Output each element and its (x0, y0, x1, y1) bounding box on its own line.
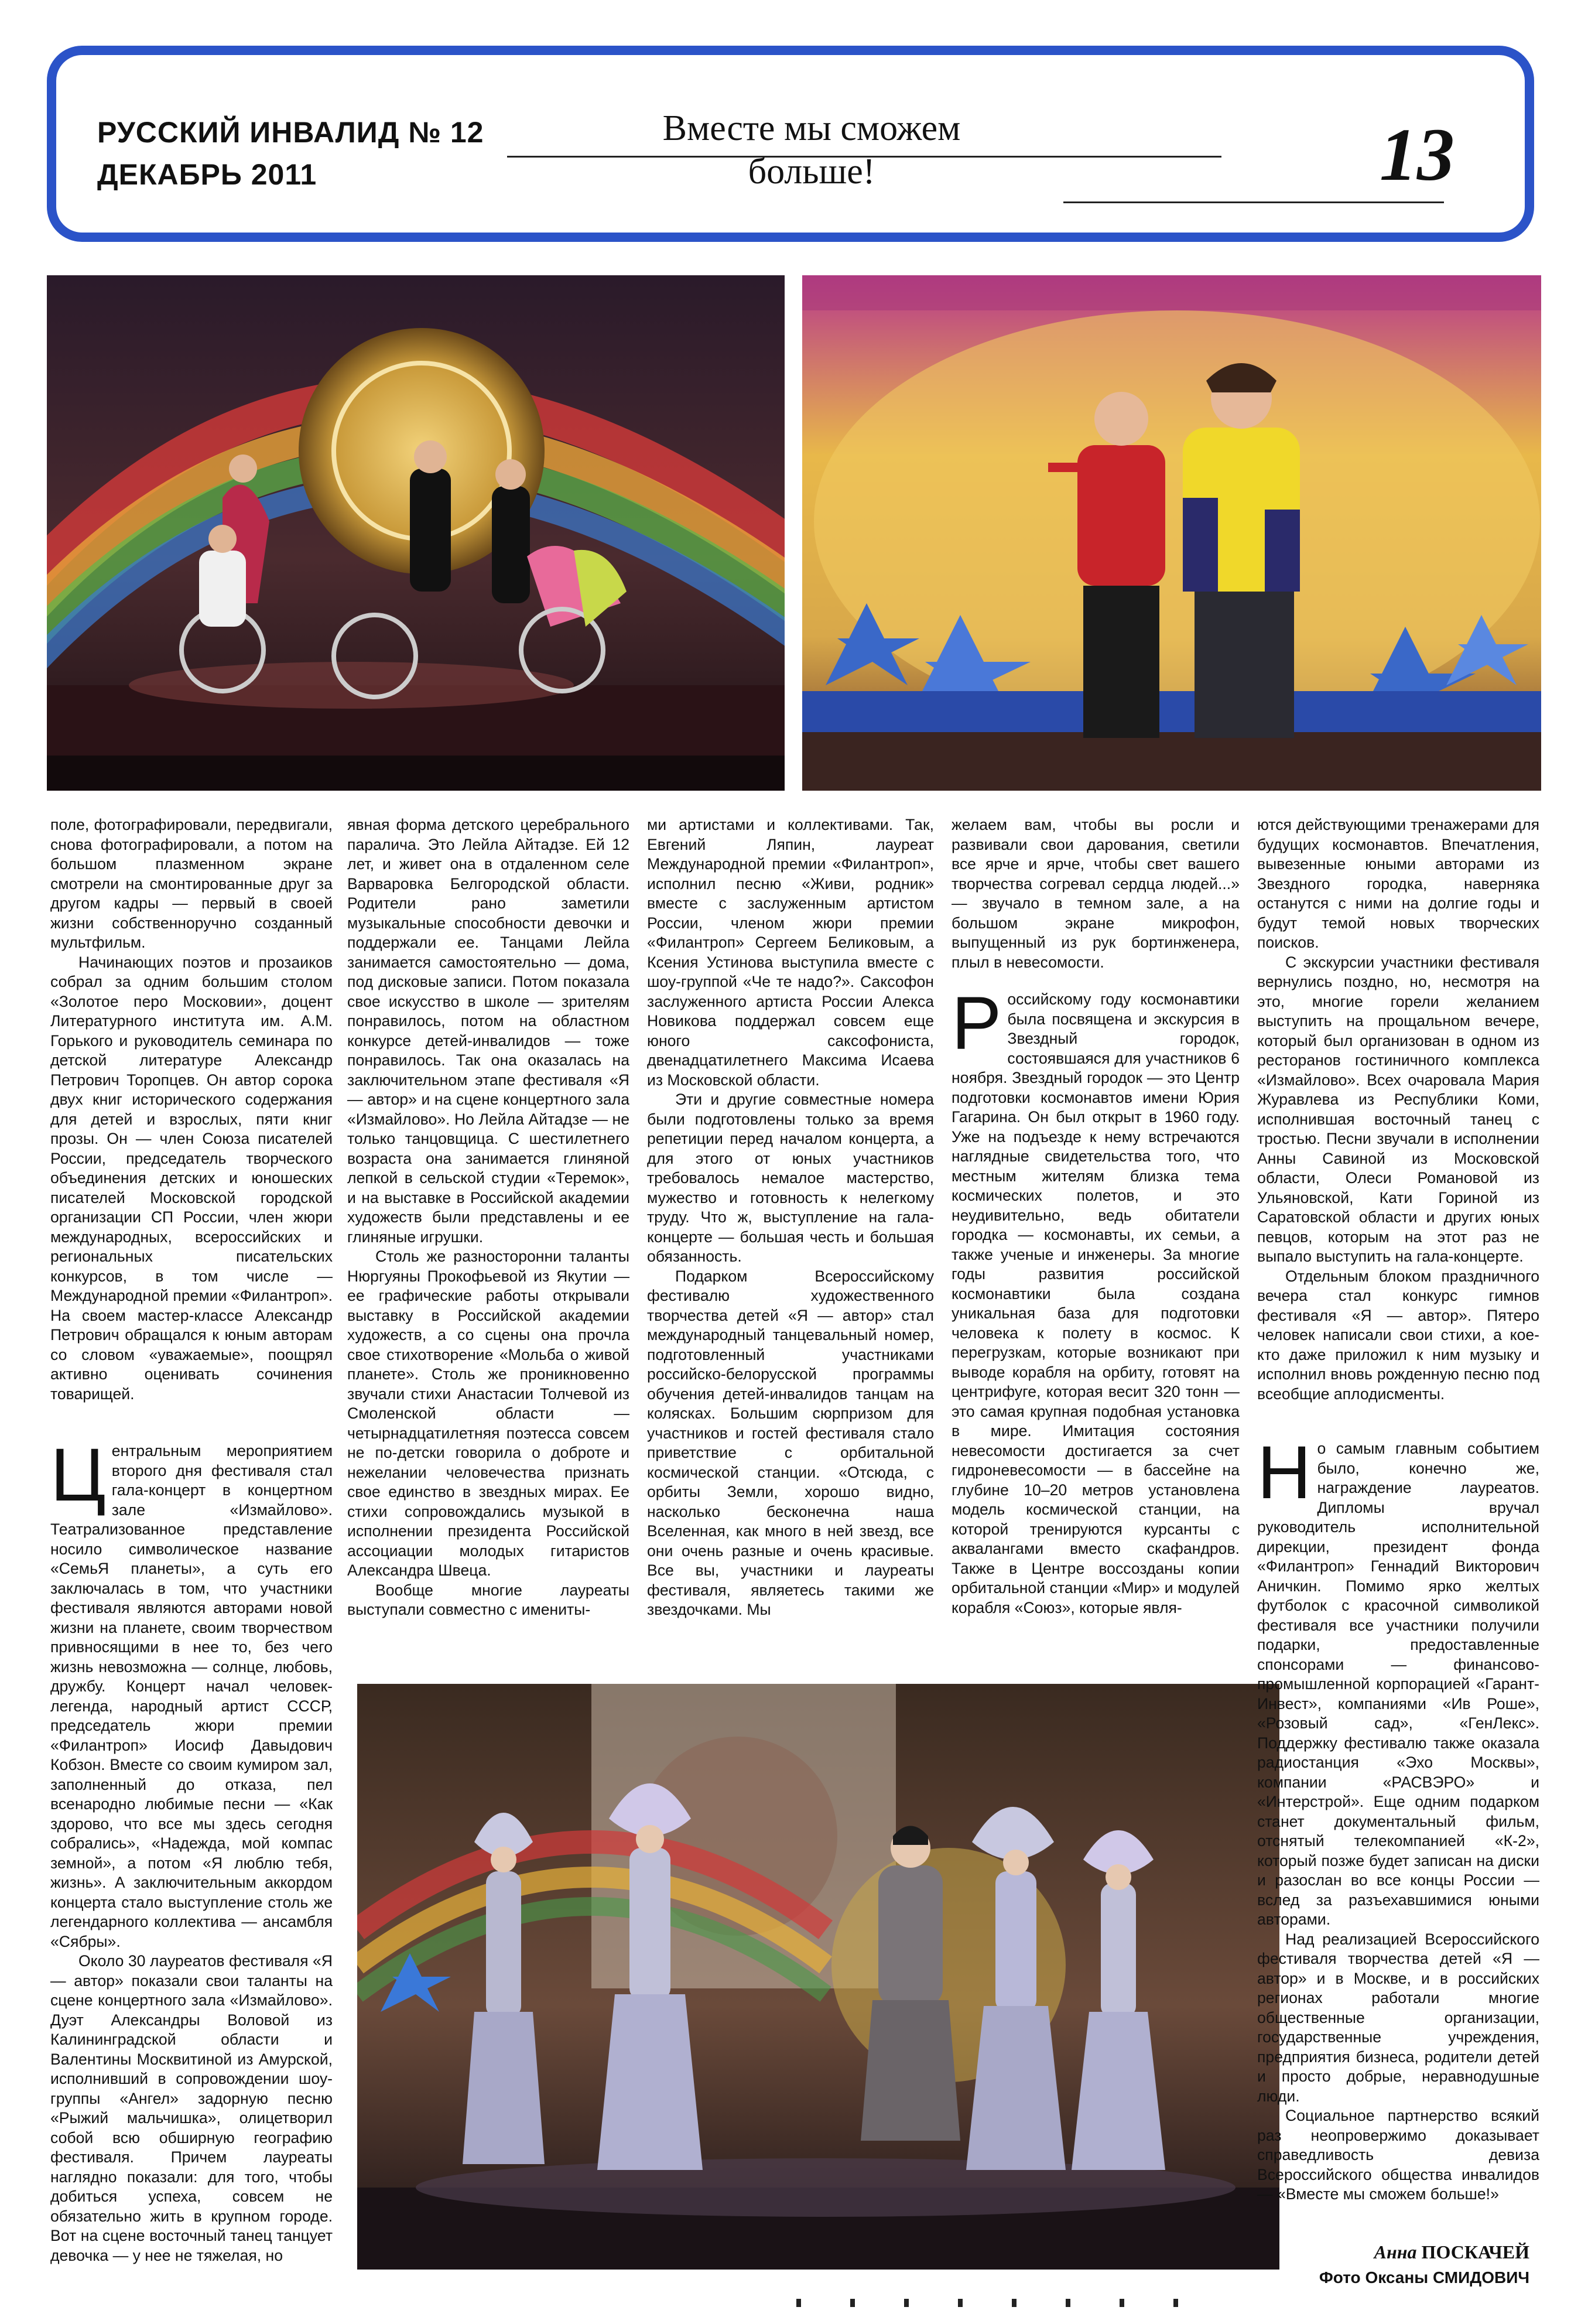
paragraph: поле, фотографировали, передвигали, снова фотографировали, а потом на большом плазменном экране смотрели на смонтированные друг за другом кадры — первый в своей жизни собственноручно созданный мультфильм. (50, 816, 333, 951)
masthead-left (97, 111, 484, 196)
paragraph-dropcap (952, 982, 1240, 1618)
photo-show-group-image (357, 1684, 1279, 2270)
paragraph: явная форма детского церебрального паралича. Это Лейла Айтадзе. Ей 12 лет, и живет она в отдаленном селе Варваровка Белгородской области. Родители рано заметили музыкальные способности девочки и поддержали ее. Танцами Лейла занимается самостоятельно — дома, под дисковые записи. Потом показала свое искусство в школе — зрителям понравилось, потом на областном конкурсе детей-инвалидов — тоже понравилось. Так она оказалась на заключительном этапе фестиваля «Я — автор» и на сцене концертного зала «Измайлово». Но Лейла Айтадзе — не только танцовщица. С шестилетнего возраста она занимается глиняной лепкой в сельской студии «Теремок», и на выставке в Российской академии художеств были представлены и ее глиняные игрушки. (347, 816, 629, 1246)
paragraph: Столь же разносторонни таланты Нюргуяны Прокофьевой из Якутии — ее графические работы открывали выставку в Российской академии художеств, а со сцены она прочла свое стихотворение «Мольба о живой планете». Столь же проникновенно звучали стихи Анастасии Толчевой из Смоленской области — четырнадцатилетняя поэтесса совсем не по-детски говорила о доброте и нежелании человечества признать свое единство в звездных мирах. Ее стихи сопровождались музыкой в исполнении президента Российской ассоциации молодых гитаристов Александра Швеца. (347, 1248, 629, 1579)
paragraph: Эти и другие совместные номера были подготовлены только за время репетиции перед началом концерта, а для этого от юных участников требовалось немалое мастерство, мужество и готовность к нелегкому труду. Что ж, выступление на гала-концерте — большая честь и большая обязанность. (647, 1091, 934, 1265)
paragraph: Подарком Всероссийскому фестивалю художественного творчества детей «Я — автор» стал международный танцевальный номер, подготовленный участниками российско-белорусской программы обучения детей-инвалидов танцам на колясках. Большим сюрпризом для участников и гостей фестиваля стало приветствие с орбитальной космической станции. «Отсюда, с орбиты Земли, хорошо видно, насколько бесконечна наша Вселенная, как много в ней звезд, все они очень разные и очень красивые. Все вы, участники и лауреаты фестиваля, являетесь такими же звездочками. Мы (647, 1267, 934, 1618)
author-line (1319, 2239, 1529, 2265)
paragraph: желаем вам, чтобы вы росли и развивали свои дарования, светили все ярче и ярче, чтобы свет вашего творчества согревал сердца людей...» — звучало в темном зале, а на большом экране микрофон, выпущенный из рук бортинженера, плыл в невесомости. (952, 816, 1240, 971)
article-column-1 (50, 815, 333, 2303)
photo-credit: Фото Оксаны СМИДОВИЧ (1319, 2268, 1529, 2287)
photo-two-singers-image (802, 275, 1541, 791)
paragraph: ются действующими тренажерами для будущих космонавтов. Впечатления, вывезенные юными авторами из Звездного городка, наверняка останутся с ними на долгие годы и будут темой новых творческих поисков. (1257, 816, 1539, 951)
paragraph: Вообще многие лауреаты выступали совместно с имениты- (347, 1581, 629, 1618)
slogan (571, 107, 1052, 193)
drop-cap-letter: Н (1257, 1431, 1312, 1515)
paragraph-text: о самым главным событием было, конечно же, награждение лауреатов. Дипломы вручал руководитель исполнительной дирекции, президент фонда «Филантроп» Геннадий Викторович Аничкин. Помимо ярко желтых футболок с красочной символикой фестиваля все участники получили подарки, предоставленные спонсорами — финансово-промышленной корпорацией «Гарант-Инвест», компаниями «Ив Роше», «Розовый сад», «ГенЛекс». Поддержку фестивалю также оказала радиостанция «Эхо Москвы», компании «РАСВЭРО» и «Интерстрой». Еще одним подарком станет документальный фильм, отснятый телекомпанией «К-2», который позже будет записан на диски и разослан во все концы России — вслед за разъехавшимися юными авторами. (1257, 1440, 1539, 1928)
paragraph: Отдельным блоком праздничного вечера стал конкурс гимнов фестиваля «Я — автор». Пятеро человек написали свои стихи, а кое-кто даже приложил к ним музыку и исполнил вновь рожденную песню под всеобщие аплодисменты. (1257, 1267, 1539, 1403)
fold-marks (796, 2299, 1265, 2311)
article-column-3 (647, 815, 934, 1676)
paragraph: Социальное партнерство всякий раз неопровержимо доказывает справедливость девиза Всероссийского общества инвалидов — «Вместе мы сможем больше!» (1257, 2107, 1539, 2203)
paragraph-text: оссийскому году космонавтики была посвящена и экскурсия в Звездный городок, состоявшаяся для участников 6 ноября. Звездный городок — это Центр подготовки космонавтов имени Юрия Гагарина. Он был открыт в 1960 году. Уже на подъезде к нему встречаются наглядные свидетельства того, что местным жителям близка тема космических полетов, и это неудивительно, ведь обитатели городка — космонавты, их семьи, а также ученые и инженеры. За многие годы развития российской космонавтики была создана уникальная база для подготовки человека к полету в космос. К перегрузкам, которые возникают при выводе корабля на орбиту, готовят на центрифуге, которая весит 320 тонн — это самая крупная подобная установка в мире. Имитация состояния невесомости достигается за счет гидроневесомости — в бассейне на глубине 10–20 метров установлена модель космической станции, на которой тренируются курсанты с аквалангами вместо скафандров. Также в Центре воссозданы копии орбитальной станции «Мир» и модулей корабля «Союз», которые явля- (952, 990, 1240, 1616)
paragraph: Около 30 лауреатов фестиваля «Я — автор» показали свои таланты на сцене концертного зала «Измайлово». Дуэт Александры Воловой из Калининградской области и Валентины Москвитиной из Амурской, исполнивший в сопровождении шоу-группы «Ангел» задорную песню «Рыжий мальчишка», олицетворил собой всю обширную географию фестиваля. Причем лауреаты наглядно показали: для того, чтобы добиться успеха, совсем не обязательно жить в крупном городе. Вот на сцене восточный танец танцует девочка — у нее не тяжелая, но (50, 1952, 333, 2264)
page-number: 13 (1380, 113, 1454, 196)
author-first-name: Анна (1374, 2241, 1417, 2263)
drop-cap-letter: Р (952, 982, 1002, 1065)
article-column-4 (952, 815, 1240, 1676)
header-rule (1063, 201, 1444, 203)
photo-wheelchair-dance-image (47, 275, 785, 791)
paragraph: С экскурсии участники фестиваля вернулись поздно, но, несмотря на это, многие горели желанием выступить на прощальном вечере, который был организован в одном из ресторанов гостиничного комплекса «Измайлово». Всех очаровала Мария Журавлева из Республики Коми, исполнившая восточный танец с тростью. Песни звучали в исполнении Анны Савиной из Московской области, Олеси Романовой из Ульяновской, Кати Гориной из Саратовской области и других юных певцов, которым на этот раз не выпало выступить на гала-концерте. (1257, 953, 1539, 1265)
photo-wheelchair-dance (47, 275, 785, 791)
article-column-5 (1257, 815, 1539, 2244)
article-column-2 (347, 815, 629, 1676)
slogan-line-2: больше! (748, 152, 875, 192)
paragraph: ми артистами и коллективами. Так, Евгений Ляпин, лауреат Международной премии «Филантроп», исполнил песню «Живи, родник» вместе с заслуженным артистом России, членом жюри премии «Филантроп» Сергеем Беликовым, а Ксения Устинова выступила вместе с шоу-группой «Че те надо?». Саксофон заслуженного артиста России Алекса Новикова поддержал совсем еще юного саксофониста, двенадцатилетнего Максима Исаева из Московской области. (647, 816, 934, 1089)
photo-two-singers (802, 275, 1541, 791)
paragraph-dropcap (50, 1433, 333, 1952)
masthead-banner (47, 46, 1534, 242)
paragraph: Над реализацией Всероссийского фестиваля творчества детей «Я — автор» и в Москве, и в российских регионах работали многие общественные организации, государственные учреждения, предприятия бизнеса, родители детей и просто добрые, неравнодушные люди. (1257, 1930, 1539, 2105)
paragraph-text: ентральным мероприятием второго дня фестиваля стал гала-концерт в концертном зале «Измайлово». Театрализованное представление носило символическое название «СемьЯ планеты», а суть его заключалась в том, что участники фестиваля являются авторами новой жизни на планете, своим творчеством привносящими в нее то, без чего жизнь невозможна — солнце, любовь, дружбу. Концерт начал человек-легенда, народный артист СССР, председатель жюри премии «Филантроп» Иосиф Давыдович Кобзон. Вместе со своим кумиром зал, заполненный до отказа, пел всенародно любимые песни — «Как здорово, что все мы здесь сегодня собрались», «Надежда, мой компас земной», а потом «Я люблю тебя, жизнь». А заключительным аккордом концерта стало выступление столь же легендарного коллектива — ансамбля «Сябры». (50, 1442, 333, 1950)
slogan-line-1: Вместе мы сможем (662, 108, 961, 148)
author-last-name: ПОСКАЧЕЙ (1421, 2241, 1529, 2263)
drop-cap-letter: Ц (50, 1433, 106, 1517)
issue-date: ДЕКАБРЬ 2011 (97, 158, 317, 191)
paragraph-dropcap (1257, 1431, 1539, 1930)
paper-title: РУССКИЙ ИНВАЛИД № 12 (97, 116, 484, 149)
byline (1319, 2239, 1529, 2291)
paragraph: Начинающих поэтов и прозаиков собрал за одним большим столом «Золотое перо Московии», доцент Литературного института им. А.М. Горького и руководитель семинара по детской литературе Александр Петрович Торопцев. Он автор сорока двух книг исторического содержания для детей и взрослых, пяти книг прозы. Он — член Союза писателей России, председатель творческого объединения детских и юношеских писателей Московской городской организации СП России, член жюри международных, всероссийских и региональных писательских конкурсов, в том числе — Международной премии «Филантроп». На своем мастер-классе Александр Петрович обращался к юным авторам со словом «уважаемые», поощрял активно оценивать сочинения товарищей. (50, 953, 333, 1403)
photo-show-group (357, 1684, 1279, 2270)
